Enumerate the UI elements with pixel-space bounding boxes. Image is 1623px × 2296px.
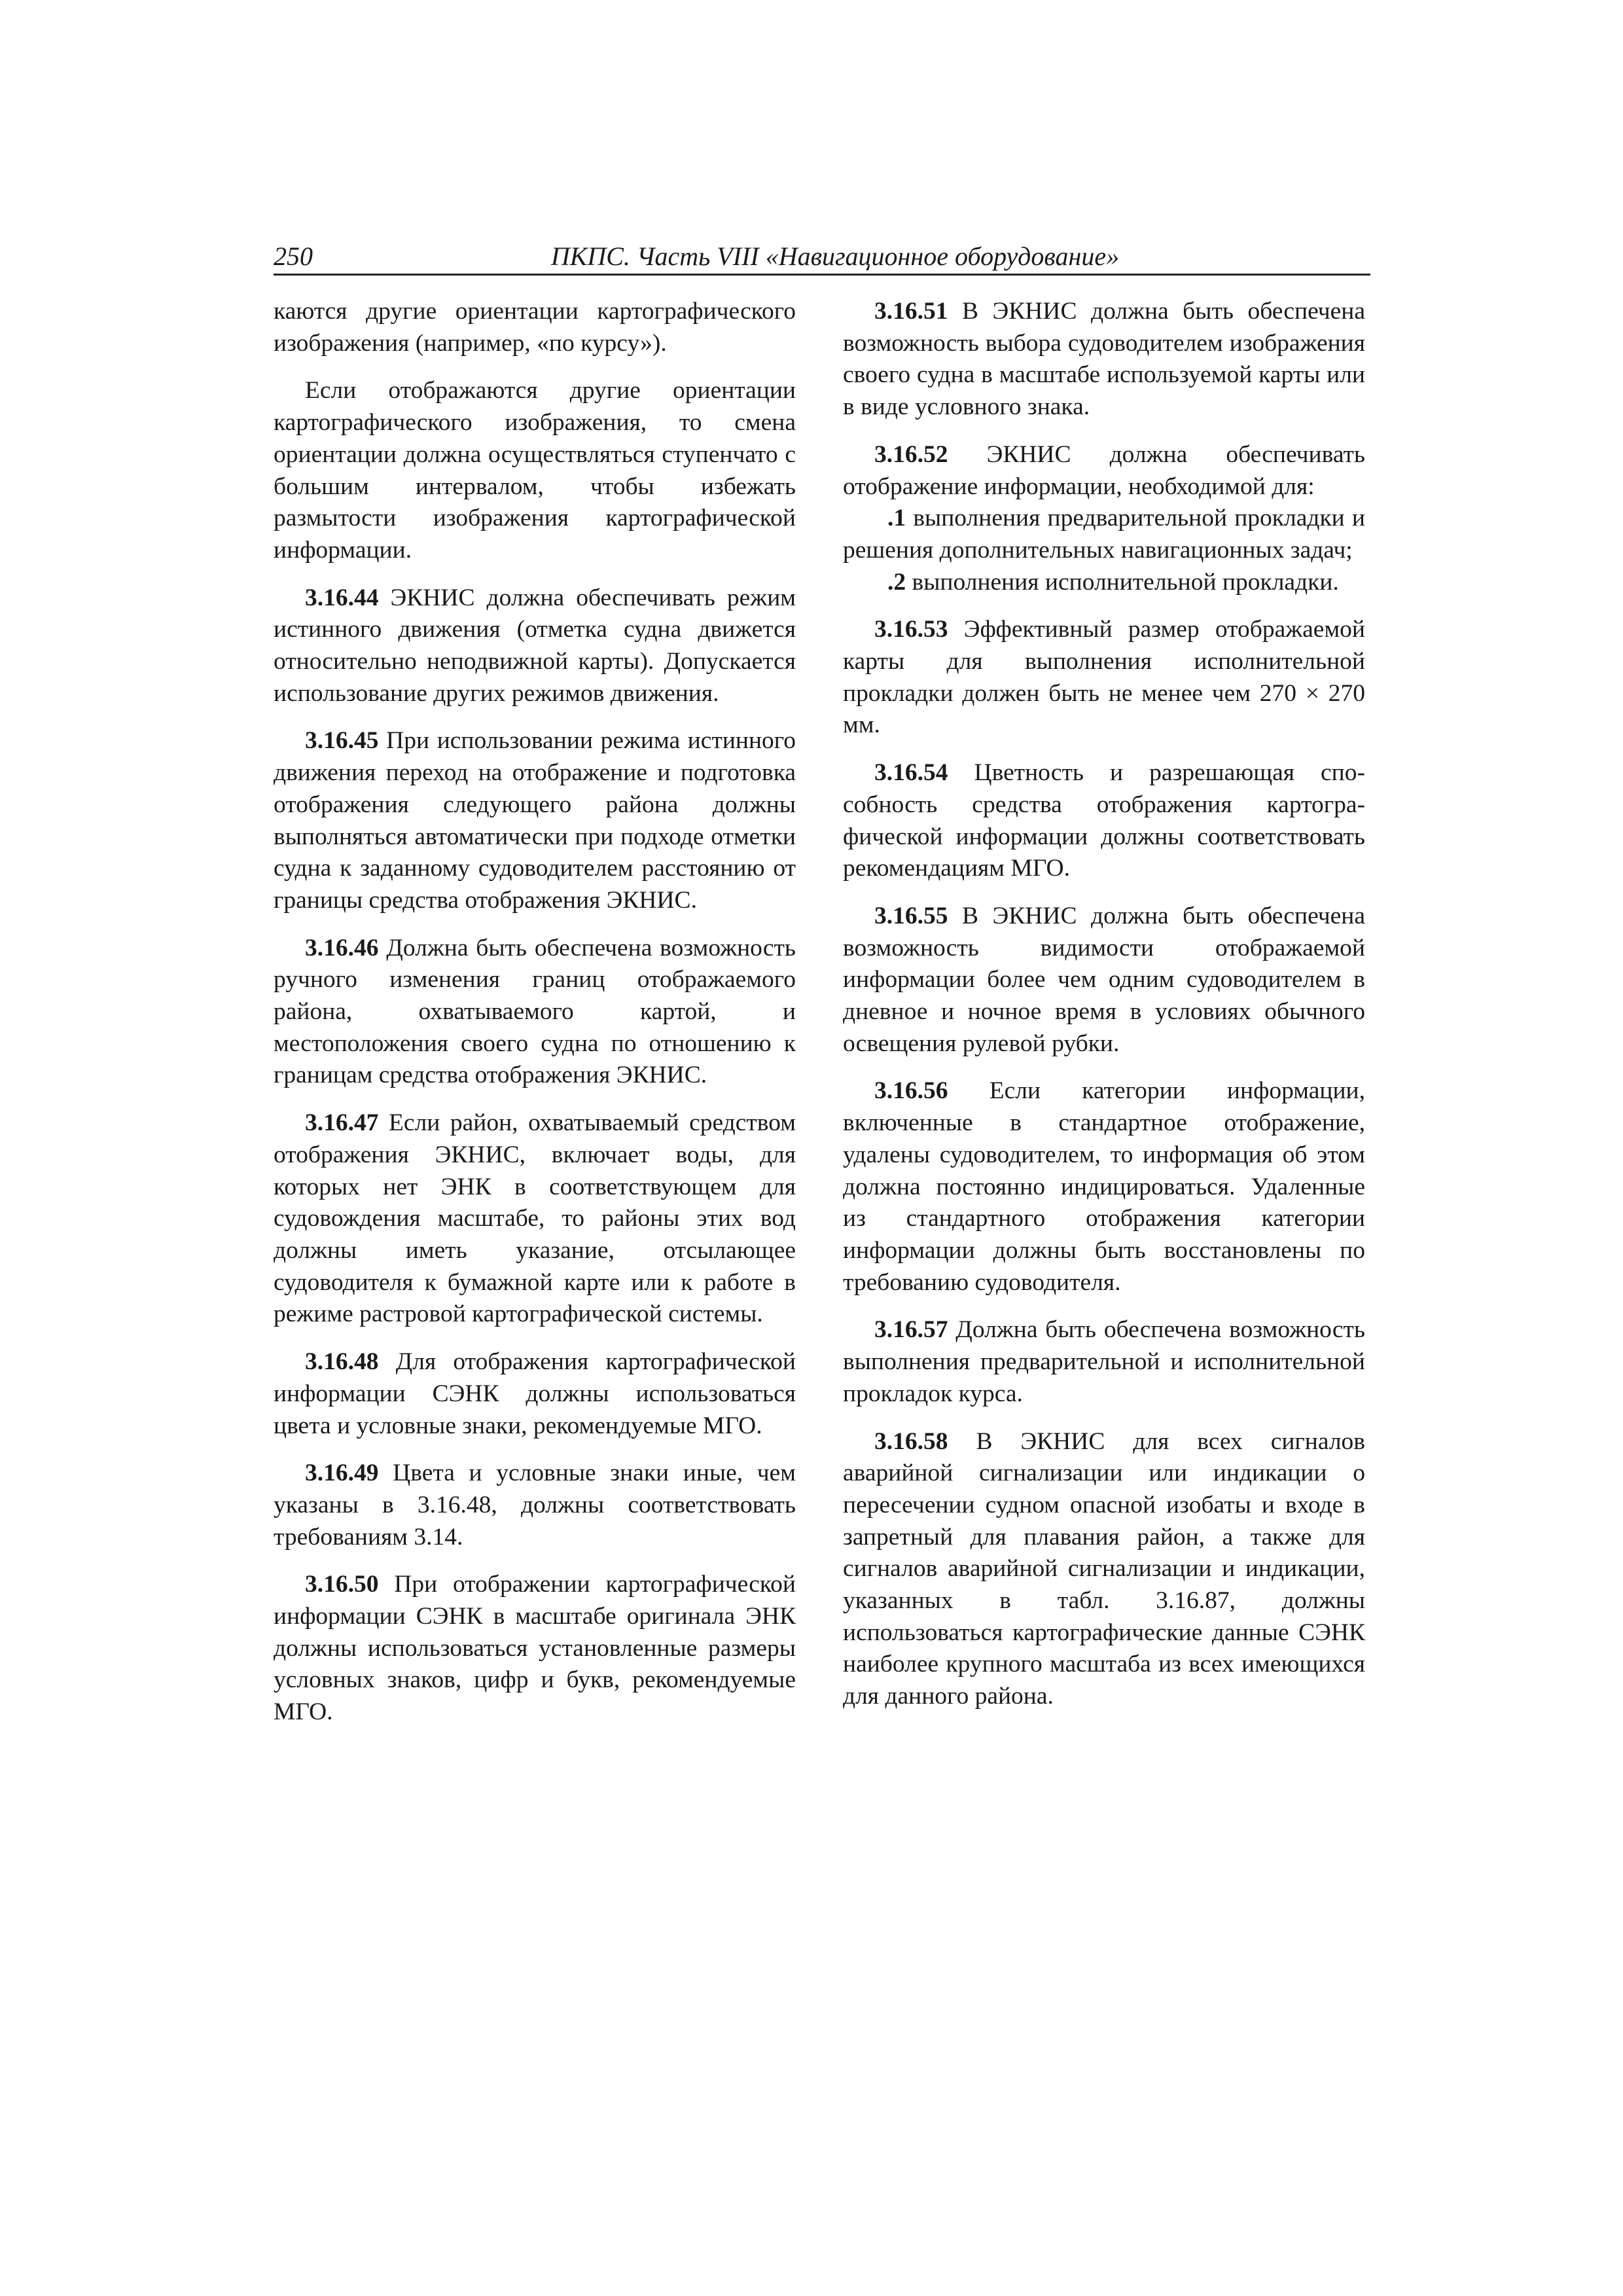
page-number: 250: [274, 242, 313, 271]
clause-text: ЭКНИС должна обеспечивать режим истинного движения (отметка судна движется относительно неподвижной карты). Допускается использование других режимов движения.: [274, 584, 796, 707]
clause-text: Для отображения картографической информации СЭНК должны использоваться цвета и условные знаки, рекомендуемые МГО.: [274, 1348, 796, 1439]
paragraph: [843, 757, 1365, 885]
clause-text: выполнения исполнительной прокладки.: [906, 568, 1339, 596]
clause-number: 3.16.53: [874, 616, 948, 643]
paragraph: [843, 901, 1365, 1060]
clause-number: 3.16.46: [305, 934, 379, 961]
clause-number: 3.16.49: [305, 1460, 379, 1487]
clause-number: 3.16.54: [874, 759, 948, 787]
clause-number: 3.16.44: [305, 584, 379, 611]
left-column: [274, 296, 796, 1744]
clause-text: В ЭКНИС должна быть обеспечена возможность видимости отображаемой информации более чем одним судоводителем в дневное и ночное время в условиях обычного освещения рулевой рубки.: [843, 902, 1365, 1057]
clause-number: 3.16.52: [874, 440, 948, 468]
paragraph: [274, 1346, 796, 1442]
clause-number: 3.16.51: [874, 298, 948, 325]
clause-text: ЭКНИС должна обеспечивать отображение информации, необходимой для:: [843, 440, 1365, 500]
clause-text: Если категории информации, включенные в стандартное отображение, удалены судоводителем, то информация об этом должна постоянно индицироваться. Удаленные из стандартного отображения категории информации должны быть восстановлены по требованию судоводителя.: [843, 1077, 1365, 1296]
clause-text: При использовании режима истинного движения переход на отображение и подготовка отображения следующего района должны выполняться автоматически при подходе отметки судна к заданному судоводителем расстоянию от границы средства отображения ЭКНИС.: [274, 727, 796, 914]
clause-text: При отображении картографической информации СЭНК в масштабе оригинала ЭНК должны использоваться установленные размеры условных знаков, цифр и букв, рекомендуемые МГО.: [274, 1571, 796, 1726]
paragraph: [843, 1314, 1365, 1410]
clause-number: .2: [887, 568, 906, 596]
clause-text: Эффективный размер отображаемой карты для выполнения исполнительной прокладки должен быть не менее чем 270 × 270 мм.: [843, 616, 1365, 739]
clause-text: Цветность и разрешающая способность средства отображения картографической информации должны соответствовать рекомендациям МГО.: [843, 759, 1365, 882]
running-title: ПКПС. Часть VIII «Навигационное оборудование»: [550, 242, 1120, 271]
clause-number: 3.16.50: [305, 1571, 379, 1598]
clause-number: .1: [887, 505, 906, 532]
clause-number: 3.16.57: [874, 1316, 948, 1344]
paragraph: [274, 1569, 796, 1729]
running-header: [274, 241, 1370, 276]
clause-number: 3.16.47: [305, 1109, 379, 1137]
paragraph: [843, 1075, 1365, 1299]
clause-text: В ЭКНИС должна быть обеспечена возможность выбора судоводителем изображения своего судна в масштабе используемой карты или в виде условного знака.: [843, 298, 1365, 421]
paragraph: [843, 503, 1365, 566]
paragraph: [274, 933, 796, 1092]
clause-number: 3.16.48: [305, 1348, 379, 1376]
clause-number: 3.16.45: [305, 727, 379, 755]
clause-text: выполнения предварительной прокладки и решения дополнительных навигационных задач;: [843, 505, 1365, 564]
clause-text: каются другие ориентации картографического изображения (например, «по курсу»).: [274, 298, 796, 357]
clause-text: Если район, охватываемый средством отображения ЭКНИС, включает воды, для которых нет ЭНК в соответствующем для судовождения масштабе, то районы этих вод должны иметь указание, отсылающее судоводителя к бумажной карте или к работе в режиме растровой картографической системы.: [274, 1109, 796, 1328]
paragraph: [843, 614, 1365, 742]
paragraph: [843, 567, 1365, 599]
clause-text: В ЭКНИС для всех сигналов аварийной сигнализации или индикации о пересечении судном опасной изобаты и входе в запретный для плавания район, а также для сигналов аварийной сигнализации и индикации, указанных в табл. 3.16.87, должны использоваться картографические данные СЭНК наиболее крупного масштаба из всех имеющихся для данного района.: [843, 1427, 1365, 1710]
clause-number: 3.16.56: [874, 1077, 948, 1105]
clause-text: Должна быть обеспечена возможность выполнения предварительной и исполнительной прокладок курса.: [843, 1316, 1365, 1407]
paragraph: [274, 1458, 796, 1553]
clause-number: 3.16.55: [874, 902, 948, 929]
clause-text: Если отображаются другие ориентации картографического изображения, то смена ориентации должна осуществляться ступенчато с большим интервалом, чтобы избежать размытости изображения картографической информации.: [274, 377, 796, 564]
paragraph: [843, 296, 1365, 423]
clause-text: Должна быть обеспечена возможность ручного изменения границ отображаемого района, охватываемого картой, и местоположения своего судна по отношению к границам средства отображения ЭКНИС.: [274, 934, 796, 1089]
paragraph: [843, 439, 1365, 503]
paragraph: [274, 296, 796, 359]
clause-number: 3.16.58: [874, 1427, 948, 1455]
paragraph: [274, 1107, 796, 1331]
paragraph: [843, 1426, 1365, 1713]
paragraph: [274, 583, 796, 710]
right-column: [843, 296, 1365, 1729]
paragraph: [274, 375, 796, 566]
clause-text: Цвета и условные знаки иные, чем указаны в 3.16.48, должны соответствовать требованиям 3.14.: [274, 1460, 796, 1551]
paragraph: [274, 725, 796, 916]
